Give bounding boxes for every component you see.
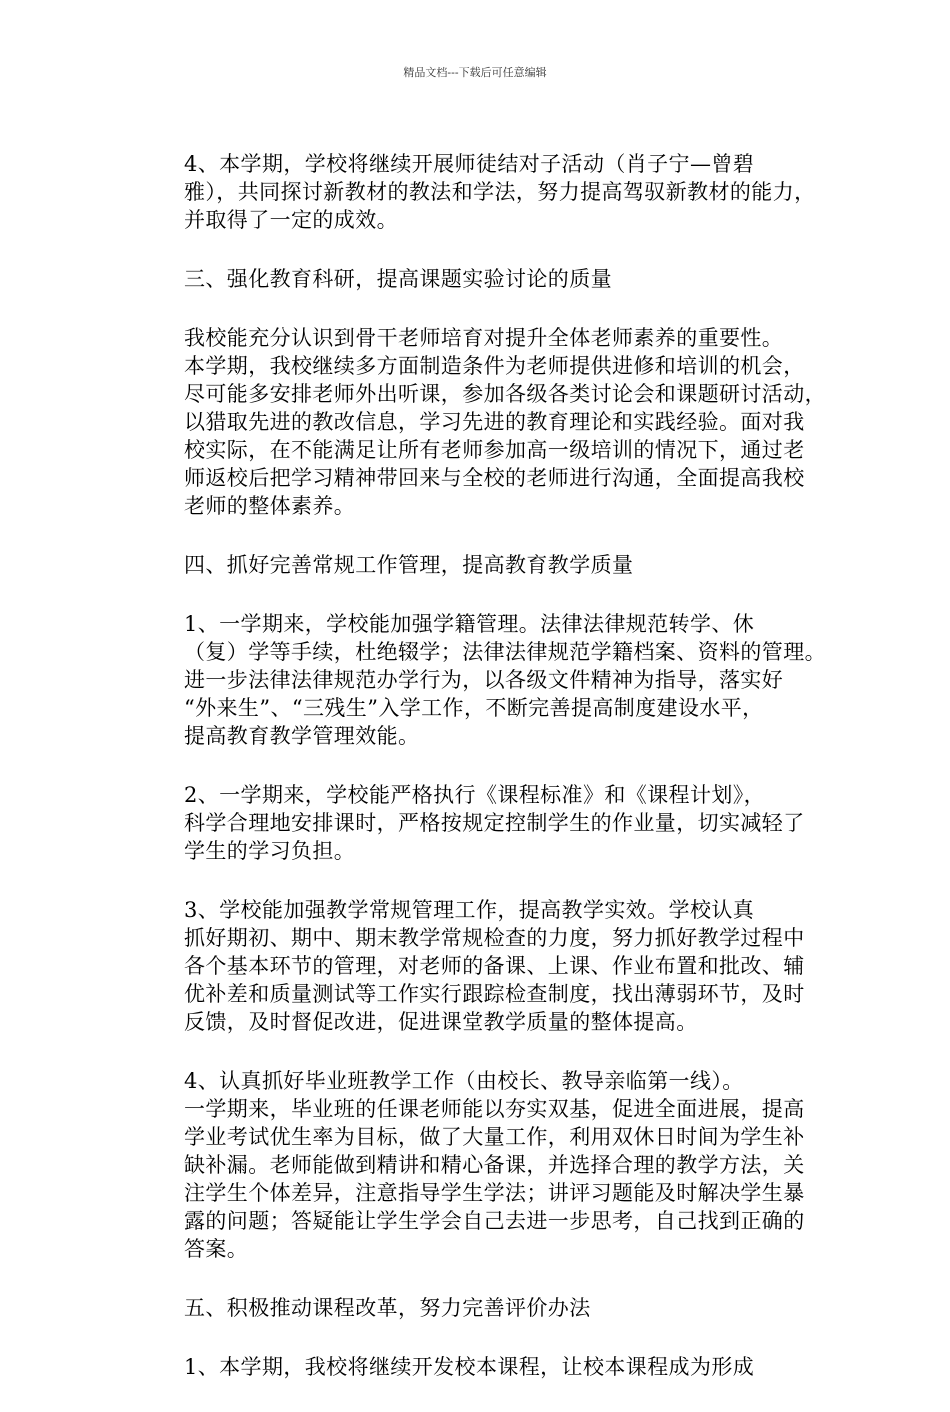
paragraph-student-records [142, 610, 826, 750]
text-line: 校实际，在不能满足让所有老师参加高一级培训的情况下，通过老 [184, 438, 805, 462]
text-line: 以猎取先进的教改信息，学习先进的教育理论和实践经验。面对我 [184, 410, 805, 434]
text-line: 4、本学期，学校将继续开展师徒结对子活动（肖子宁—曾碧 [184, 152, 755, 176]
text-line: 本学期，我校继续多方面制造条件为老师提供进修和培训的机会， [184, 354, 805, 378]
text-line: 抓好期初、期中、期末教学常规检查的力度，努力抓好教学过程中 [184, 926, 805, 950]
paragraph-graduating-class [142, 1067, 812, 1263]
text-line: 并取得了一定的成效。 [184, 208, 398, 232]
text-line: 提高教育教学管理效能。 [184, 724, 420, 748]
text-line: 进一步法律法律规范办学行为，以各级文件精神为指导，落实好 [184, 668, 784, 692]
paragraph-teaching-routine [142, 896, 812, 1036]
text-line: 优补差和质量测试等工作实行跟踪检查制度，找出薄弱环节，及时 [184, 982, 805, 1006]
document-body [142, 150, 826, 1412]
page-header: 精品文档---下载后可任意编辑 [403, 66, 547, 79]
text-line: 学业考试优生率为目标，做了大量工作，利用双休日时间为学生补 [184, 1125, 805, 1149]
text-line: 2、一学期来，学校能严格执行《课程标准》和《课程计划》， [184, 783, 766, 807]
text-line: 尽可能多安排老师外出听课，参加各级各类讨论会和课题研讨活动， [184, 382, 826, 406]
text-line: 露的问题；答疑能让学生学会自己去进一步思考，自己找到正确的 [184, 1209, 805, 1233]
heading-text: 五、积极推动课程改革，努力完善评价办法 [184, 1296, 591, 1320]
heading-text: 三、强化教育科研，提高课题实验讨论的质量 [184, 267, 612, 291]
text-line: 雅），共同探讨新教材的教法和学法，努力提高驾驭新教材的能力， [184, 180, 816, 204]
text-line: 反馈，及时督促改进，促进课堂教学质量的整体提高。 [184, 1010, 698, 1034]
text-line: 各个基本环节的管理，对老师的备课、上课、作业布置和批改、辅 [184, 954, 805, 978]
text-line: 注学生个体差异，注意指导学生学法；讲评习题能及时解决学生暴 [184, 1181, 805, 1205]
text-line: 老师的整体素养。 [184, 494, 356, 518]
text-line: 4、认真抓好毕业班教学工作（由校长、教导亲临第一线）。 [184, 1069, 744, 1093]
text-line: （复）学等手续，杜绝辍学；法律法律规范学籍档案、资料的管理。 [184, 640, 826, 664]
heading-text: 四、抓好完善常规工作管理，提高教育教学质量 [184, 553, 634, 577]
paragraph-school-curriculum [142, 1353, 812, 1381]
section-heading-5 [142, 1294, 812, 1322]
paragraph-mentoring [142, 150, 816, 234]
paragraph-teacher-training [142, 324, 826, 520]
text-line: 我校能充分认识到骨干老师培育对提升全体老师素养的重要性。 [184, 326, 784, 350]
section-heading-4 [142, 551, 812, 579]
section-heading-3 [142, 265, 812, 293]
text-line: 3、学校能加强教学常规管理工作，提高教学实效。学校认真 [184, 898, 755, 922]
paragraph-curriculum-standards [142, 781, 812, 865]
text-line: 1、一学期来，学校能加强学籍管理。法律法律规范转学、休 [184, 612, 755, 636]
text-line: 答案。 [184, 1237, 249, 1261]
text-line: 一学期来，毕业班的任课老师能以夯实双基，促进全面进展，提高 [184, 1097, 805, 1121]
text-line: 缺补漏。老师能做到精讲和精心备课，并选择合理的教学方法，关 [184, 1153, 805, 1177]
text-line: “外来生”、“三残生”入学工作，不断完善提高制度建设水平， [184, 696, 764, 720]
text-line: 学生的学习负担。 [184, 839, 356, 863]
text-line: 师返校后把学习精神带回来与全校的老师进行沟通，全面提高我校 [184, 466, 805, 490]
text-line: 科学合理地安排课时，严格按规定控制学生的作业量，切实减轻了 [184, 811, 805, 835]
text-line: 1、本学期，我校将继续开发校本课程，让校本课程成为形成 [184, 1355, 755, 1379]
